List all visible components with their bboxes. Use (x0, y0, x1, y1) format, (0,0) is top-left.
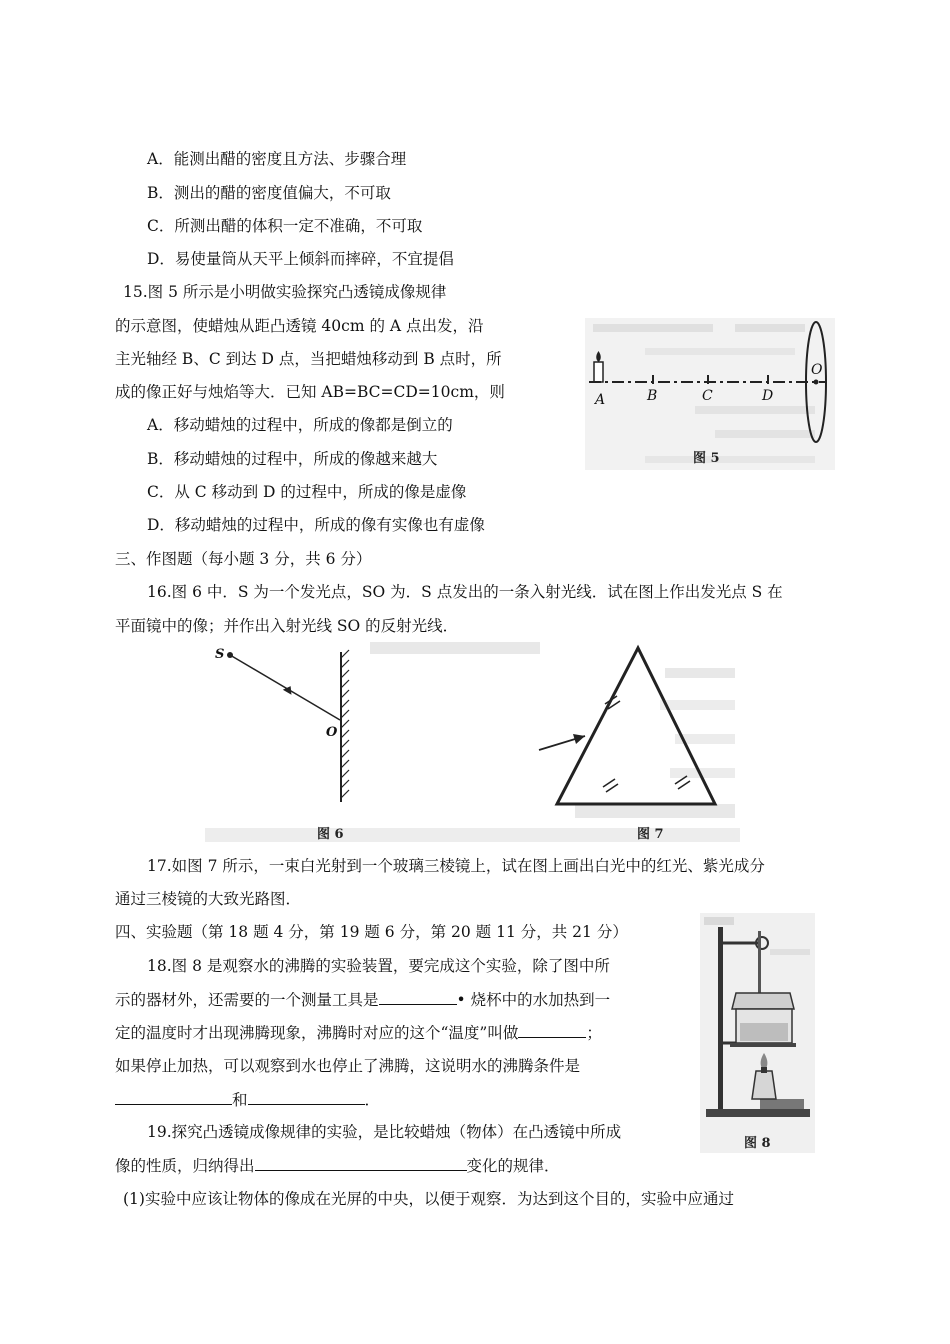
q19-text: 像的性质，归纳得出 (115, 1157, 255, 1175)
q17-line: 通过三棱镜的大致光路图． (115, 890, 302, 908)
fig6-label-o: O (326, 725, 338, 740)
q14-option-c: C．所测出醋的体积一定不准确，不可取 (147, 217, 423, 235)
fig5-caption: 图 5 (693, 451, 720, 466)
q18-line (115, 1089, 380, 1110)
q18-answer-blank-tool[interactable] (379, 989, 457, 1005)
q16-line: 16.图 6 中．S 为一个发光点，SO 为．S 点发出的一条入射光线．试在图上作出发光点 S 在 (147, 583, 783, 601)
q18-line: 如果停止加热，可以观察到水也停止了沸腾，这说明水的沸腾条件是 (115, 1057, 581, 1075)
fig5-label-a: A (595, 392, 606, 408)
q14-option-d: D．易使量筒从天平上倾斜而摔碎，不宜提倡 (147, 250, 454, 268)
section-4-title: 四、实验题（第 18 题 4 分，第 19 题 6 分，第 20 题 11 分，共 21 分） (115, 923, 628, 941)
q19-answer-blank[interactable] (255, 1155, 467, 1171)
q18-text: 和 (232, 1091, 248, 1109)
q14-option-b: B．测出的醋的密度值偏大，不可取 (147, 184, 391, 202)
q15-stem-line: 成的像正好与烛焰等大．已知 AB=BC=CD=10cm，则 (115, 383, 505, 401)
q18-answer-blank-boiling-point[interactable] (518, 1022, 586, 1038)
q16-line: 平面镜中的像；并作出入射光线 SO 的反射光线． (115, 617, 459, 635)
q18-text: • 烧杯中的水加热到一 (456, 991, 611, 1009)
q17-line: 17.如图 7 所示，一束白光射到一个玻璃三棱镜上，试在图上画出白光中的红光、紫光成分 (147, 857, 765, 875)
fig6-label-s: S (215, 647, 225, 662)
q18-answer-blank-condition-2[interactable] (248, 1089, 365, 1105)
q19-line: (1)实验中应该让物体的像成在光屏的中央，以便于观察．为达到这个目的，实验中应通过 (123, 1190, 734, 1208)
q15-stem-line: 的示意图，使蜡烛从距凸透镜 40cm 的 A 点出发，沿 (115, 317, 484, 335)
q18-text: ． (364, 1091, 381, 1109)
fig5-label-d: D (762, 388, 774, 404)
q19-text: 变化的规律． (466, 1157, 560, 1175)
q15-option-c: C．从 C 移动到 D 的过程中，所成的像是虚像 (147, 483, 467, 501)
fig5-label-o: O (811, 362, 823, 378)
figure-6-7 (205, 640, 740, 842)
q15-stem-line: 15.图 5 所示是小明做实验探究凸透镜成像规律 (123, 283, 447, 301)
q19-line: 19.探究凸透镜成像规律的实验，是比较蜡烛（物体）在凸透镜中所成 (147, 1123, 622, 1141)
fig5-label-b: B (647, 388, 658, 404)
q14-option-a: A．能测出醋的密度且方法、步骤合理 (147, 150, 407, 168)
fig6-caption: 图 6 (317, 827, 344, 842)
q18-line: 18.图 8 是观察水的沸腾的实验装置，要完成这个实验，除了图中所 (147, 957, 610, 975)
figure-5 (585, 318, 835, 470)
q19-line (115, 1155, 560, 1176)
q15-option-d: D．移动蜡烛的过程中，所成的像有实像也有虚像 (147, 516, 485, 534)
q18-text: 示的器材外，还需要的一个测量工具是 (115, 991, 379, 1009)
q18-line (115, 989, 610, 1010)
q18-text: ； (586, 1024, 602, 1042)
q15-option-b: B．移动蜡烛的过程中，所成的像越来越大 (147, 450, 438, 468)
q15-option-a: A．移动蜡烛的过程中，所成的像都是倒立的 (147, 416, 453, 434)
q18-line (115, 1022, 602, 1043)
q18-text: 定的温度时才出现沸腾现象，沸腾时对应的这个“温度”叫做 (115, 1024, 519, 1042)
figure-8 (700, 913, 815, 1153)
section-3-title: 三、作图题（每小题 3 分，共 6 分） (115, 550, 372, 568)
fig5-label-c: C (702, 388, 713, 404)
q15-stem-line: 主光轴经 B、C 到达 D 点，当把蜡烛移动到 B 点时，所 (115, 350, 502, 368)
q18-answer-blank-condition-1[interactable] (115, 1089, 232, 1105)
fig8-caption: 图 8 (744, 1136, 771, 1151)
fig7-caption: 图 7 (637, 827, 664, 842)
